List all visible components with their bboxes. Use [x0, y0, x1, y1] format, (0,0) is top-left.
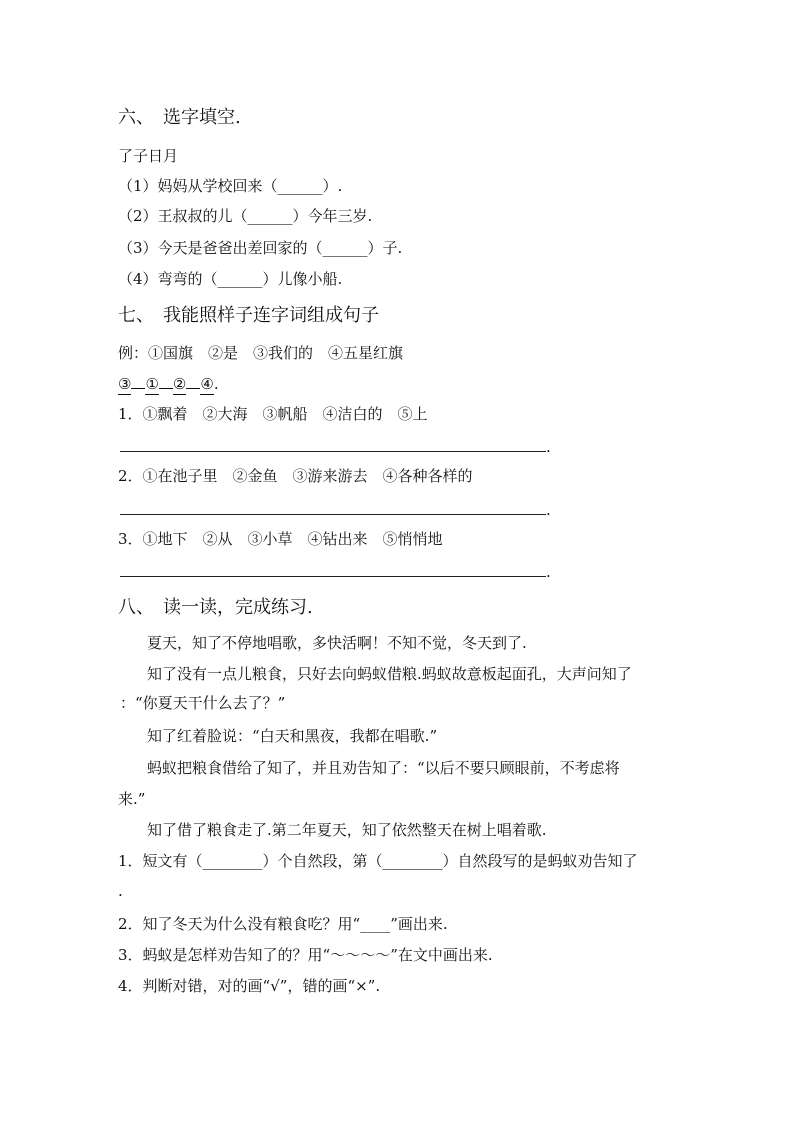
- passage-paragraph-3: 知了红着脸说：“白天和黑夜，我都在唱歌.”: [147, 727, 438, 745]
- passage-paragraph-5: 知了借了粮食走了.第二年夏天，知了依然整天在树上唱着歌.: [147, 821, 547, 839]
- example-answer-1: ③: [118, 375, 132, 393]
- example-answer: [118, 374, 219, 395]
- example-answer-end: .: [213, 375, 219, 393]
- section-8-heading: 八、 读一读，完成练习.: [118, 597, 313, 618]
- example-line: 例：①国旗 ②是 ③我们的 ④五星红旗: [118, 344, 404, 362]
- exercise-1-continued: .: [118, 882, 123, 900]
- fill-item-2: （2）王叔叔的儿（______）今年三岁.: [118, 207, 373, 225]
- exercise-3: 3．蚂蚁是怎样劝告知了的？用“～～～～”在文中画出来.: [118, 946, 493, 964]
- passage-paragraph-1: 夏天，知了不停地唱歌，多快活啊！不知不觉，冬天到了.: [147, 634, 527, 652]
- answer-line-1[interactable]: [120, 451, 546, 452]
- passage-paragraph-2-line-1: 知了没有一点儿粮食，只好去向蚂蚁借粮.蚂蚁故意板起面孔，大声问知了: [147, 665, 632, 683]
- passage-paragraph-4-line-1: 蚂蚁把粮食借给了知了，并且劝告知了：“以后不要只顾眼前，不考虑将: [147, 759, 620, 777]
- answer-line-3-period: .: [546, 563, 551, 581]
- question-1: 1．①飘着 ②大海 ③帆船 ④洁白的 ⑤上: [118, 405, 428, 423]
- exercise-2: 2．知了冬天为什么没有粮食吃？用“____”画出来.: [118, 915, 448, 933]
- fill-item-4: （4）弯弯的（______）儿像小船.: [118, 270, 343, 288]
- answer-line-3[interactable]: [120, 576, 546, 577]
- example-answer-3: ②: [172, 375, 187, 393]
- example-answer-4: ④: [200, 375, 214, 393]
- example-answer-2: ①: [145, 375, 159, 393]
- character-choices: 了子日月: [118, 147, 179, 165]
- answer-line-2[interactable]: [120, 514, 546, 515]
- section-6-heading: 六、 选字填空.: [118, 107, 241, 128]
- fill-item-3: （3）今天是爸爸出差回家的（______）子.: [118, 239, 403, 257]
- passage-paragraph-2-line-2: ：“你夏天干什么去了？”: [120, 694, 286, 712]
- passage-paragraph-4-line-2: 来.”: [118, 790, 146, 808]
- question-2: 2．①在池子里 ②金鱼 ③游来游去 ④各种各样的: [118, 467, 473, 485]
- question-3: 3．①地下 ②从 ③小草 ④钻出来 ⑤悄悄地: [118, 530, 443, 548]
- answer-line-1-period: .: [546, 438, 551, 456]
- exercise-4: 4．判断对错，对的画“√”，错的画“×”.: [118, 977, 381, 995]
- exercise-1: 1．短文有（________）个自然段，第（________）自然段写的是蚂蚁劝告知了: [118, 852, 638, 870]
- section-7-heading: 七、 我能照样子连字词组成句子: [118, 305, 379, 326]
- fill-item-1: （1）妈妈从学校回来（______）.: [118, 177, 343, 195]
- answer-line-2-period: .: [546, 501, 551, 519]
